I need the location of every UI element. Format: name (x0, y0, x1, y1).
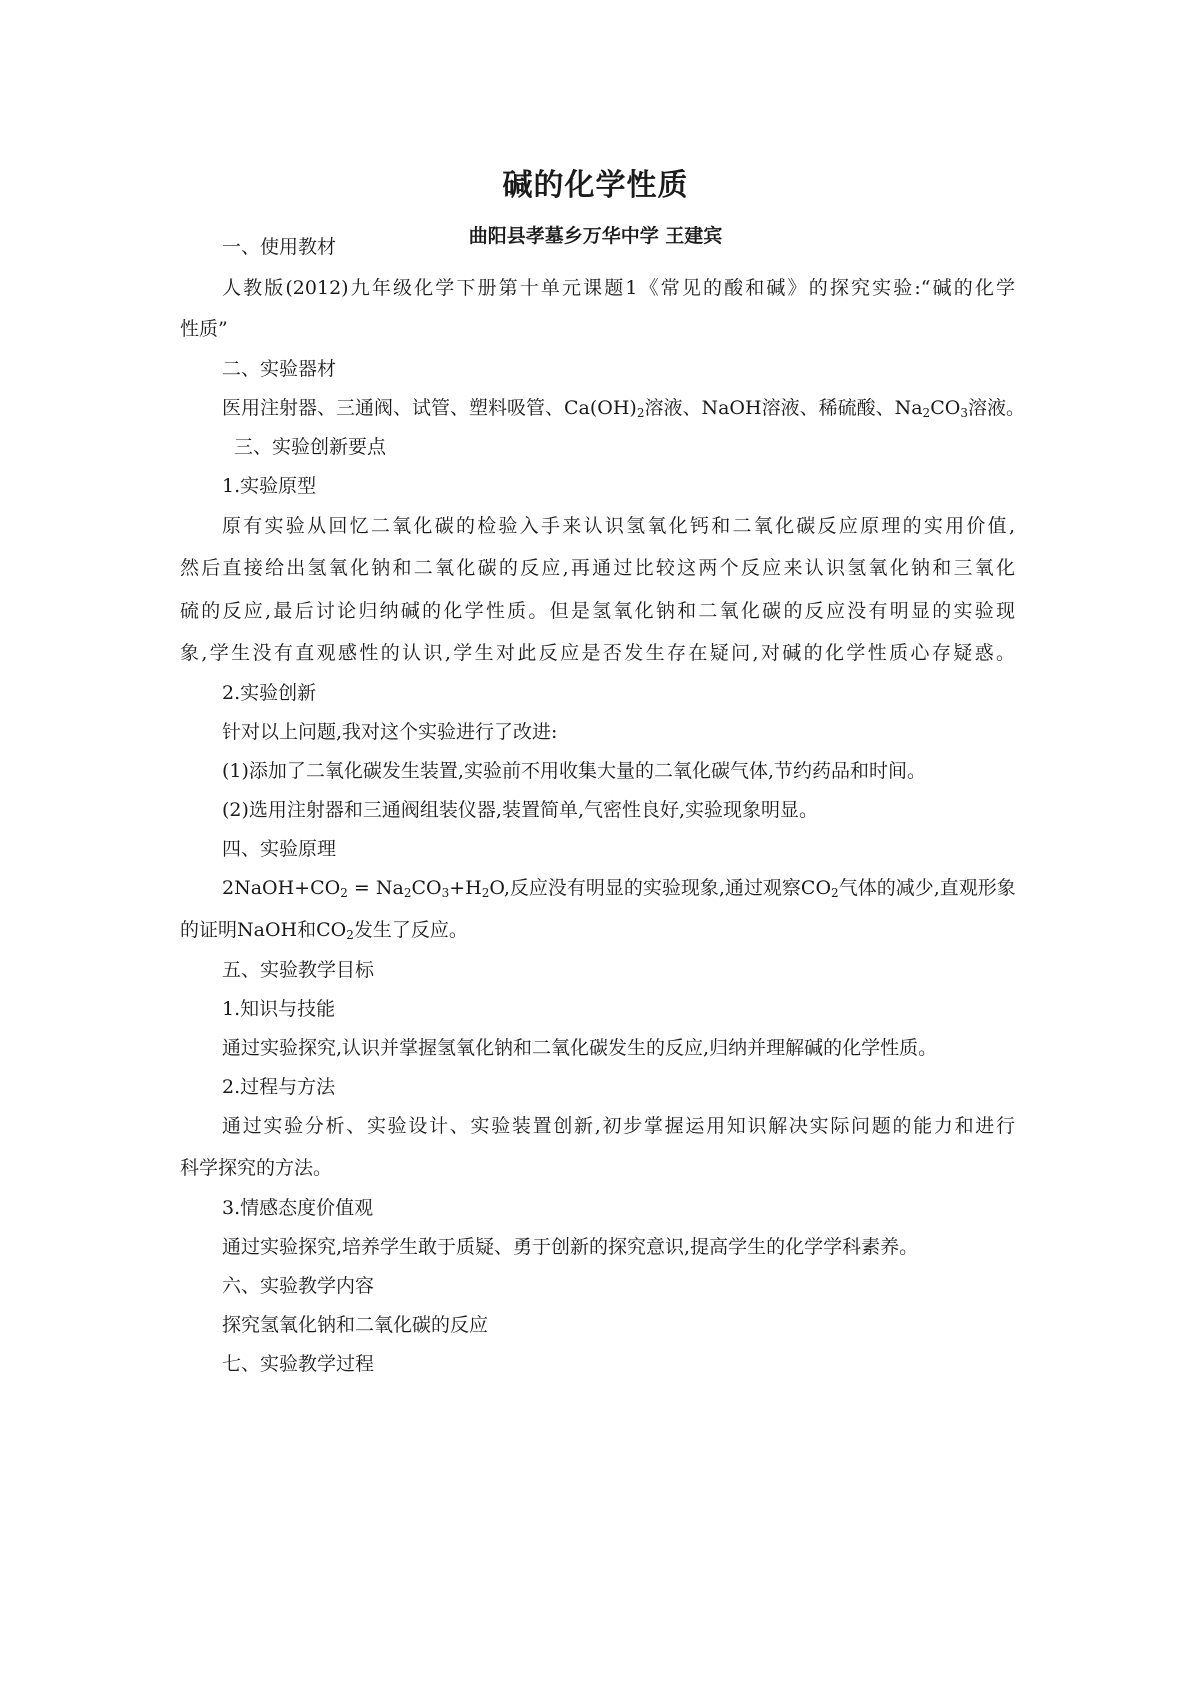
paragraph-line: 探究氢氧化钠和二氧化碳的反应 (222, 1314, 489, 1336)
paragraph-line: 硫的反应,最后讨论归纳碱的化学性质。但是氢氧化钠和二氧化碳的反应没有明显的实验现 (180, 600, 1015, 622)
section-heading-4: 四、实验原理 (222, 838, 337, 860)
paragraph-line: 然后直接给出氢氧化钠和二氧化碳的反应,再通过比较这两个反应来认识氢氧化钠和三氧化 (180, 557, 1015, 579)
section-heading-6: 六、实验教学内容 (222, 1275, 375, 1297)
paragraph-line: 通过实验分析、实验设计、实验装置创新,初步掌握运用知识解决实际问题的能力和进行 (222, 1115, 1015, 1137)
section-heading-1: 一、使用教材 (222, 236, 337, 258)
section-heading-3: 三、实验创新要点 (234, 436, 387, 458)
paragraph-line: 科学探究的方法。 (180, 1157, 333, 1179)
section-heading-5: 五、实验教学目标 (222, 959, 375, 981)
subheading: 2.过程与方法 (222, 1076, 336, 1098)
subheading: 1.知识与技能 (222, 998, 336, 1020)
paragraph-line: 性质” (180, 318, 228, 340)
subheading: 1.实验原型 (222, 475, 317, 497)
paragraph-line: 通过实验探究,培养学生敢于质疑、勇于创新的探究意识,提高学生的化学学科素养。 (222, 1236, 919, 1258)
paragraph-line: 通过实验探究,认识并掌握氢氧化钠和二氧化碳发生的反应,归纳并理解碱的化学性质。 (222, 1037, 938, 1059)
section-heading-2: 二、实验器材 (222, 358, 337, 380)
document-title: 碱的化学性质 (502, 168, 689, 203)
equation-line: $2NaOH+CO_2 = Na_2CO_3+H_2O$,反应没有明显的实验现象,通过观察$CO_2$气体的减少,直观形象 (222, 877, 1016, 900)
list-item: (2)选用注射器和三通阀组装仪器,装置简单,气密性良好,实验现象明显。 (222, 799, 819, 821)
section-heading-7: 七、实验教学过程 (222, 1353, 375, 1375)
list-item: (1)添加了二氧化碳发生装置,实验前不用收集大量的二氧化碳气体,节约药品和时间。 (222, 760, 926, 782)
paragraph-line: 针对以上问题,我对这个实验进行了改进: (222, 721, 558, 743)
materials-line: 医用注射器、三通阀、试管、塑料吸管、$Ca(OH)_2$溶液、NaOH溶液、稀硫酸、$Na_2CO_3$溶液。 (222, 397, 1025, 420)
paragraph-line: 人教版(2012)九年级化学下册第十单元课题1《常见的酸和碱》的探究实验:“碱的化学 (222, 277, 1015, 299)
paragraph-line: 的证明NaOH和$CO_2$发生了反应。 (180, 919, 468, 942)
subheading: 2.实验创新 (222, 682, 317, 704)
paragraph-line: 象,学生没有直观感性的认识,学生对此反应是否发生存在疑问,对碱的化学性质心存疑惑。 (180, 642, 1015, 664)
subheading: 3.情感态度价值观 (222, 1197, 374, 1219)
author-line: 曲阳县孝墓乡万华中学 王建宾 (468, 225, 723, 247)
paragraph-line: 原有实验从回忆二氧化碳的检验入手来认识氢氧化钙和二氧化碳反应原理的实用价值, (222, 515, 1015, 537)
